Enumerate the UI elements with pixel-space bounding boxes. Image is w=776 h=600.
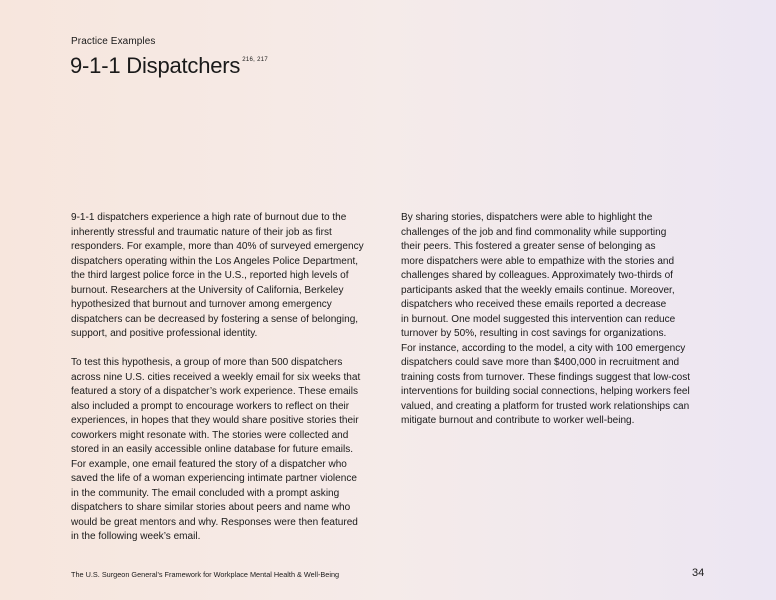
text-line: 9-1-1 dispatchers experience a high rate of burnout due to the	[71, 212, 347, 223]
text-line: their peers. This fostered a greater sense of belonging as	[401, 241, 656, 252]
text-line: saved the life of a woman experiencing intimate partner violence	[71, 473, 357, 484]
text-line: in the community. The email concluded with a prompt asking	[71, 487, 340, 499]
text-line: dispatchers operating within the Los Angeles Police Department,	[71, 255, 359, 267]
text-line: dispatchers can be decreased by fostering a sense of belonging,	[71, 313, 359, 325]
text-line: more dispatchers were able to empathize with the stories and	[401, 255, 675, 267]
text-line: dispatchers who received these emails reported a decrease	[401, 299, 667, 310]
page-number: 34	[692, 567, 705, 579]
text-line: valued, and creating a platform for trusted work relationships can	[401, 400, 690, 412]
text-line: burnout. Researchers at the University of California, Berkeley	[71, 284, 344, 296]
section-label: Practice Examples	[71, 36, 156, 47]
page-title-text: 9-1-1 Dispatchers	[70, 53, 241, 78]
text-line: hypothesized that burnout and turnover among emergency	[71, 299, 332, 310]
right-paragraph-1	[401, 211, 706, 429]
left-column	[71, 211, 376, 545]
left-paragraph-2	[71, 356, 376, 545]
text-line: support, and positive professional identity.	[71, 328, 258, 339]
text-line: responders. For example, more than 40% of surveyed emergency	[71, 241, 364, 252]
text-line: mitigate burnout and contribute to worker well-being.	[401, 415, 635, 426]
text-line: interventions for building social connections, helping workers feel	[401, 386, 690, 397]
text-line: would be great mentors and why. Responses were then featured	[71, 516, 358, 528]
text-line: the third largest police force in the U.S., reported high levels of	[71, 270, 349, 281]
text-line: To test this hypothesis, a group of more than 500 dispatchers	[71, 357, 343, 368]
text-line: challenges shared by colleagues. Approximately two-thirds of	[401, 270, 673, 281]
text-line: in the following week’s email.	[71, 531, 201, 542]
right-column	[401, 211, 706, 429]
text-line: experiences, in hopes that they would share positive stories their	[71, 415, 359, 426]
citation-superscript[interactable]: 216, 217	[242, 57, 268, 63]
left-paragraph-1	[71, 211, 376, 342]
text-line: participants asked that the weekly emails continue. Moreover,	[401, 284, 675, 296]
text-line: training costs from turnover. These findings suggest that low-cost	[401, 371, 691, 383]
text-line: For instance, according to the model, a city with 100 emergency	[401, 342, 686, 354]
footer-document-title: The U.S. Surgeon General’s Framework for Workplace Mental Health & Well-Being	[71, 570, 340, 579]
text-line: also included a prompt to encourage workers to reflect on their	[71, 400, 350, 412]
text-line: turnover by 50%, resulting in cost savings for organizations.	[401, 328, 667, 339]
text-line: stored in an easily accessible online database for future emails.	[71, 444, 354, 455]
text-line: coworkers might resonate with. The stories were collected and	[71, 429, 349, 441]
text-line: across nine U.S. cities received a weekly email for six weeks that	[71, 371, 361, 383]
text-line: in burnout. One model suggested this intervention can reduce	[401, 313, 676, 325]
page-title	[70, 53, 268, 79]
text-line: featured a story of a dispatcher’s work experience. These emails	[71, 386, 359, 397]
text-line: By sharing stories, dispatchers were able to highlight the	[401, 212, 653, 223]
text-line: For example, one email featured the story of a dispatcher who	[71, 458, 347, 470]
text-line: inherently stressful and traumatic nature of their job as first	[71, 226, 332, 238]
text-line: dispatchers to share similar stories about peers and name who	[71, 502, 351, 513]
text-line: dispatchers could save more than $400,000 in recruitment and	[401, 357, 680, 368]
text-line: challenges of the job and find commonality while supporting	[401, 226, 667, 238]
